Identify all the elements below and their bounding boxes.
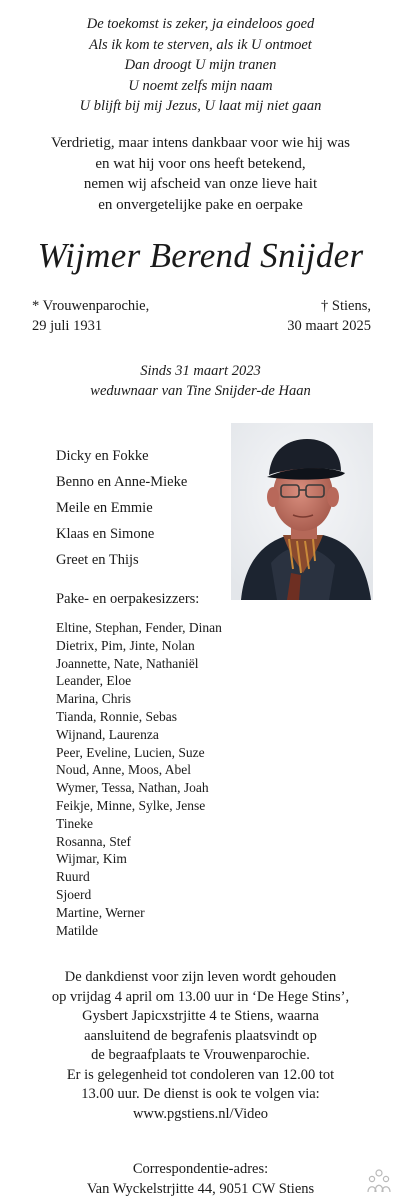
portrait-photo: [231, 423, 373, 600]
poem-line: U noemt zelfs mijn naam: [128, 77, 273, 94]
poem-line: Als ik kom te sterven, als ik U ontmoet: [89, 36, 312, 53]
list-item: Meile en Emmie: [56, 500, 153, 516]
correspondence-label: Correspondentie-adres:: [132, 1161, 269, 1177]
service-line: de begraafplaats te Vrouwenparochie.: [91, 1047, 310, 1063]
service-info: [0, 968, 401, 1124]
list-item: Eltine, Stephan, Fender, Dinan: [56, 620, 222, 635]
list-item: Martine, Werner: [56, 904, 145, 920]
intro-line: en wat hij voor ons heeft betekend,: [95, 155, 306, 172]
list-item: Noud, Anne, Moos, Abel: [56, 762, 191, 778]
death-date: 30 maart 2025: [287, 317, 371, 334]
poem-line: De toekomst is zeker, ja eindeloos goed: [86, 16, 315, 32]
birth-info: [32, 297, 149, 336]
widower-note: [0, 361, 401, 401]
poem-line: Dan droogt U mijn tranen: [124, 57, 277, 73]
list-item: Sjoerd: [56, 886, 92, 902]
death-info: [287, 297, 371, 336]
correspondence-address-line: Van Wyckelstrjitte 44, 9051 CW Stiens: [86, 1180, 315, 1197]
deceased-name: Wijmer Berend Snijder: [37, 236, 364, 275]
list-item: Greet en Thijs: [56, 552, 139, 568]
list-item: Klaas en Simone: [56, 526, 155, 542]
service-url[interactable]: www.pgstiens.nl/Video: [132, 1105, 269, 1122]
birth-place: * Vrouwenparochie,: [32, 298, 150, 314]
intro-line: en onvergetelijke pake en oerpake: [98, 196, 303, 213]
widower-line: Sinds 31 maart 2023: [140, 363, 261, 379]
service-line: De dankdienst voor zijn leven wordt gehouden: [64, 969, 337, 985]
list-item: Ruurd: [56, 869, 90, 885]
death-place: † Stiens,: [321, 298, 371, 314]
grandchildren-title: Pake- en oerpakesizzers:: [56, 591, 200, 607]
list-item: Matilde: [56, 922, 98, 938]
intro-line: nemen wij afscheid van onze lieve hait: [83, 176, 318, 192]
birth-date: 29 juli 1931: [32, 317, 103, 334]
service-line: Er is gelegenheid tot condoleren van 12.00 tot: [66, 1066, 335, 1083]
list-item: Tineke: [56, 815, 94, 831]
list-item: Rosanna, Stef: [56, 833, 131, 849]
intro-text: [0, 133, 401, 215]
correspondence-address: [0, 1160, 401, 1199]
service-line: op vrijdag 4 april om 13.00 uur in ‘De Hege Stins’,: [51, 988, 350, 1005]
list-item: Benno en Anne-Mieke: [56, 474, 188, 490]
list-item: Feikje, Minne, Sylke, Jense: [56, 797, 206, 813]
list-item: Dietrix, Pim, Jinte, Nolan: [56, 637, 195, 653]
poem-line: U blijft bij mij Jezus, U laat mij niet gaan: [79, 98, 322, 114]
list-item: Peer, Eveline, Lucien, Suze: [56, 744, 205, 760]
list-item: Wijmar, Kim: [56, 851, 127, 867]
intro-line: Verdrietig, maar intens dankbaar voor wie hij was: [50, 135, 351, 151]
list-item: Tianda, Ronnie, Sebas: [56, 708, 177, 724]
service-line: 13.00 uur. De dienst is ook te volgen via:: [81, 1086, 320, 1102]
service-line: Gysbert Japicxstrjitte 4 te Stiens, waarna: [82, 1008, 319, 1024]
family-logo-icon: [366, 1168, 392, 1194]
list-item: Leander, Eloe: [56, 673, 132, 689]
list-item: Dicky en Fokke: [56, 448, 149, 464]
service-line: aansluitend de begrafenis plaatsvindt op: [84, 1027, 317, 1044]
poem: [0, 14, 401, 117]
list-item: Marina, Chris: [56, 691, 131, 707]
list-item: Wymer, Tessa, Nathan, Joah: [56, 780, 209, 796]
grandchildren-list: [56, 619, 222, 939]
list-item: Joannette, Nate, Nathaniël: [56, 655, 199, 671]
widower-line: weduwnaar van Tine Snijder-de Haan: [90, 383, 311, 399]
list-item: Wijnand, Laurenza: [56, 726, 159, 742]
children-list: [56, 443, 187, 573]
